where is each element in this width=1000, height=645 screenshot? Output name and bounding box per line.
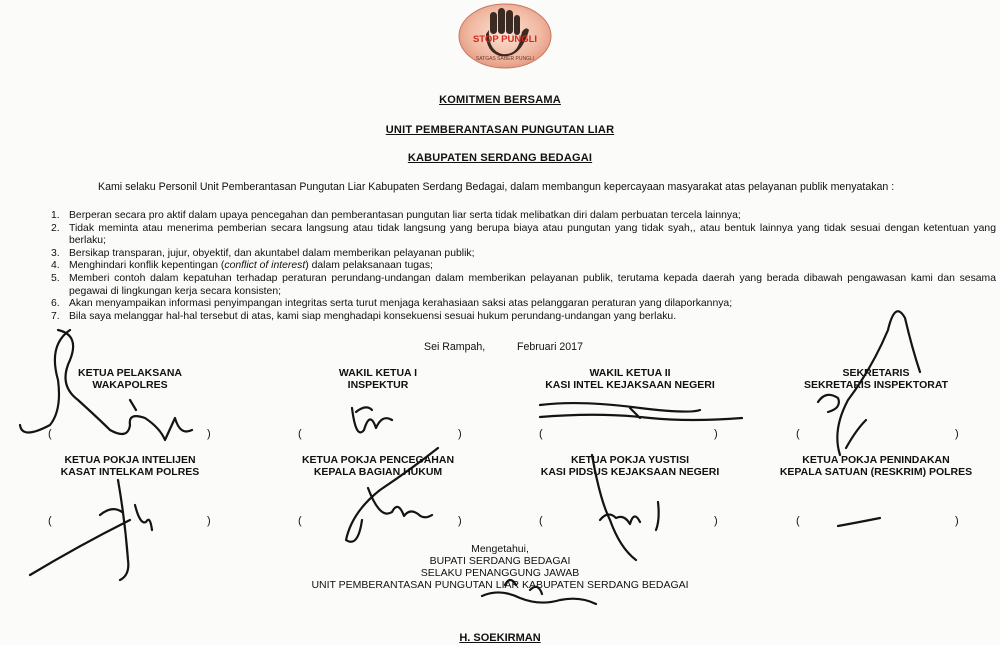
name-bracket-close: ) [955, 428, 959, 440]
document-subtitle-region: KABUPATEN SERDANG BEDAGAI [407, 152, 593, 164]
signatory-pokja-yustisi: KETUA POKJA YUSTISI KASI PIDSUS KEJAKSAAN NEGERI [540, 454, 720, 478]
list-item: 2. Tidak meminta atau menerima pemberian secara langsung atau tidak langsung yang berupa biaya atau pungutan yang tidak syah,, atau bentuk lainnya yang tidak sesuai dengan ketentuan yang berlaku; [51, 222, 996, 247]
signatory-wakil-ketua-2: WAKIL KETUA II KASI INTEL KEJAKSAAN NEGERI [545, 367, 715, 391]
acknowledged-label: Mengetahui, [471, 543, 529, 555]
name-bracket-open: ( [796, 515, 800, 527]
name-bracket-close: ) [458, 515, 462, 527]
name-bracket-close: ) [714, 428, 718, 440]
name-bracket-open: ( [539, 515, 543, 527]
name-bracket-close: ) [458, 428, 462, 440]
regent-role: SELAKU PENANGGUNG JAWAB [420, 567, 580, 579]
date-label: Februari 2017 [517, 341, 583, 353]
commitment-list [51, 210, 996, 323]
name-bracket-open: ( [298, 428, 302, 440]
list-item: 4. Menghindari konflik kepentingan (conflict of interest) dalam pelaksanaan tugas; [51, 260, 433, 272]
intro-paragraph: Kami selaku Personil Unit Pemberantasan Pungutan Liar Kabupaten Serdang Bedagai, dalam membangun kepercayaan masyarakat atas pelayanan publik menyatakan : [98, 181, 895, 193]
regent-title: BUPATI SERDANG BEDAGAI [429, 555, 571, 567]
name-bracket-close: ) [207, 428, 211, 440]
signature-wakil-ketua-1 [352, 407, 392, 432]
name-bracket-open: ( [298, 515, 302, 527]
document-subtitle-unit: UNIT PEMBERANTASAN PUNGUTAN LIAR [385, 124, 615, 136]
name-bracket-close: ) [207, 515, 211, 527]
signatory-sekretaris: SEKRETARIS SEKRETARIS INSPEKTORAT [803, 367, 949, 391]
list-item: 1. Berperan secara pro aktif dalam upaya pencegahan dan pemberantasan pungutan liar serta tidak melibatkan diri dalam perbuatan tercela lainnya; [51, 210, 741, 221]
stop-pungli-logo [456, 2, 554, 70]
name-bracket-open: ( [48, 428, 52, 440]
name-bracket-close: ) [955, 515, 959, 527]
document-title: KOMITMEN BERSAMA [439, 94, 561, 106]
name-bracket-open: ( [796, 428, 800, 440]
list-item: 6. Akan menyampaikan informasi penyimpangan integritas serta turut menjaga kerahasiaan saksi atas pelanggaran peraturan yang dilaporkannya; [51, 298, 733, 310]
list-item: 3. Bersikap transparan, jujur, obyektif, dan akuntabel dalam memberikan pelayanan publik; [51, 247, 475, 259]
signatory-pokja-penindakan: KETUA POKJA PENINDAKAN KEPALA SATUAN (RESKRIM) POLRES [779, 454, 973, 478]
regent-name: H. SOEKIRMAN [459, 632, 541, 644]
logo-arc-text: SATGAS SABER PUNGLI [475, 56, 535, 62]
regent-unit: UNIT PEMBERANTASAN PUNGUTAN LIAR KABUPATEN SERDANG BEDAGAI [311, 579, 689, 591]
list-item: 5. Memberi contoh dalam kepatuhan terhadap peraturan perundang-undangan dalam memberikan pelayanan publik, terutama kepada daerah yang berada dibawah pengawasan kami dan sesama pegawai di lingkungan kerja secara konsisten; [51, 272, 996, 297]
name-bracket-open: ( [48, 515, 52, 527]
place-label: Sei Rampah, [424, 341, 486, 353]
signatory-wakil-ketua-1: WAKIL KETUA I INSPEKTUR [338, 367, 418, 391]
signature-pokja-penindakan [838, 518, 880, 526]
signature-wakil-ketua-2 [540, 403, 742, 420]
signatory-ketua-pelaksana: KETUA PELAKSANA WAKAPOLRES [77, 367, 183, 391]
signatory-pokja-intelijen: KETUA POKJA INTELIJEN KASAT INTELKAM POLRES [60, 454, 200, 478]
name-bracket-open: ( [539, 428, 543, 440]
name-bracket-close: ) [714, 515, 718, 527]
logo-text: STOP PUNGLI [472, 34, 538, 45]
list-item: 7. Bila saya melanggar hal-hal tersebut di atas, kami siap menghadapi konsekuensi sesuai hukum perundang-undangan yang berlaku. [51, 310, 677, 322]
signatory-pokja-pencegahan: KETUA POKJA PENCEGAHAN KEPALA BAGIAN HUKUM [301, 454, 455, 478]
